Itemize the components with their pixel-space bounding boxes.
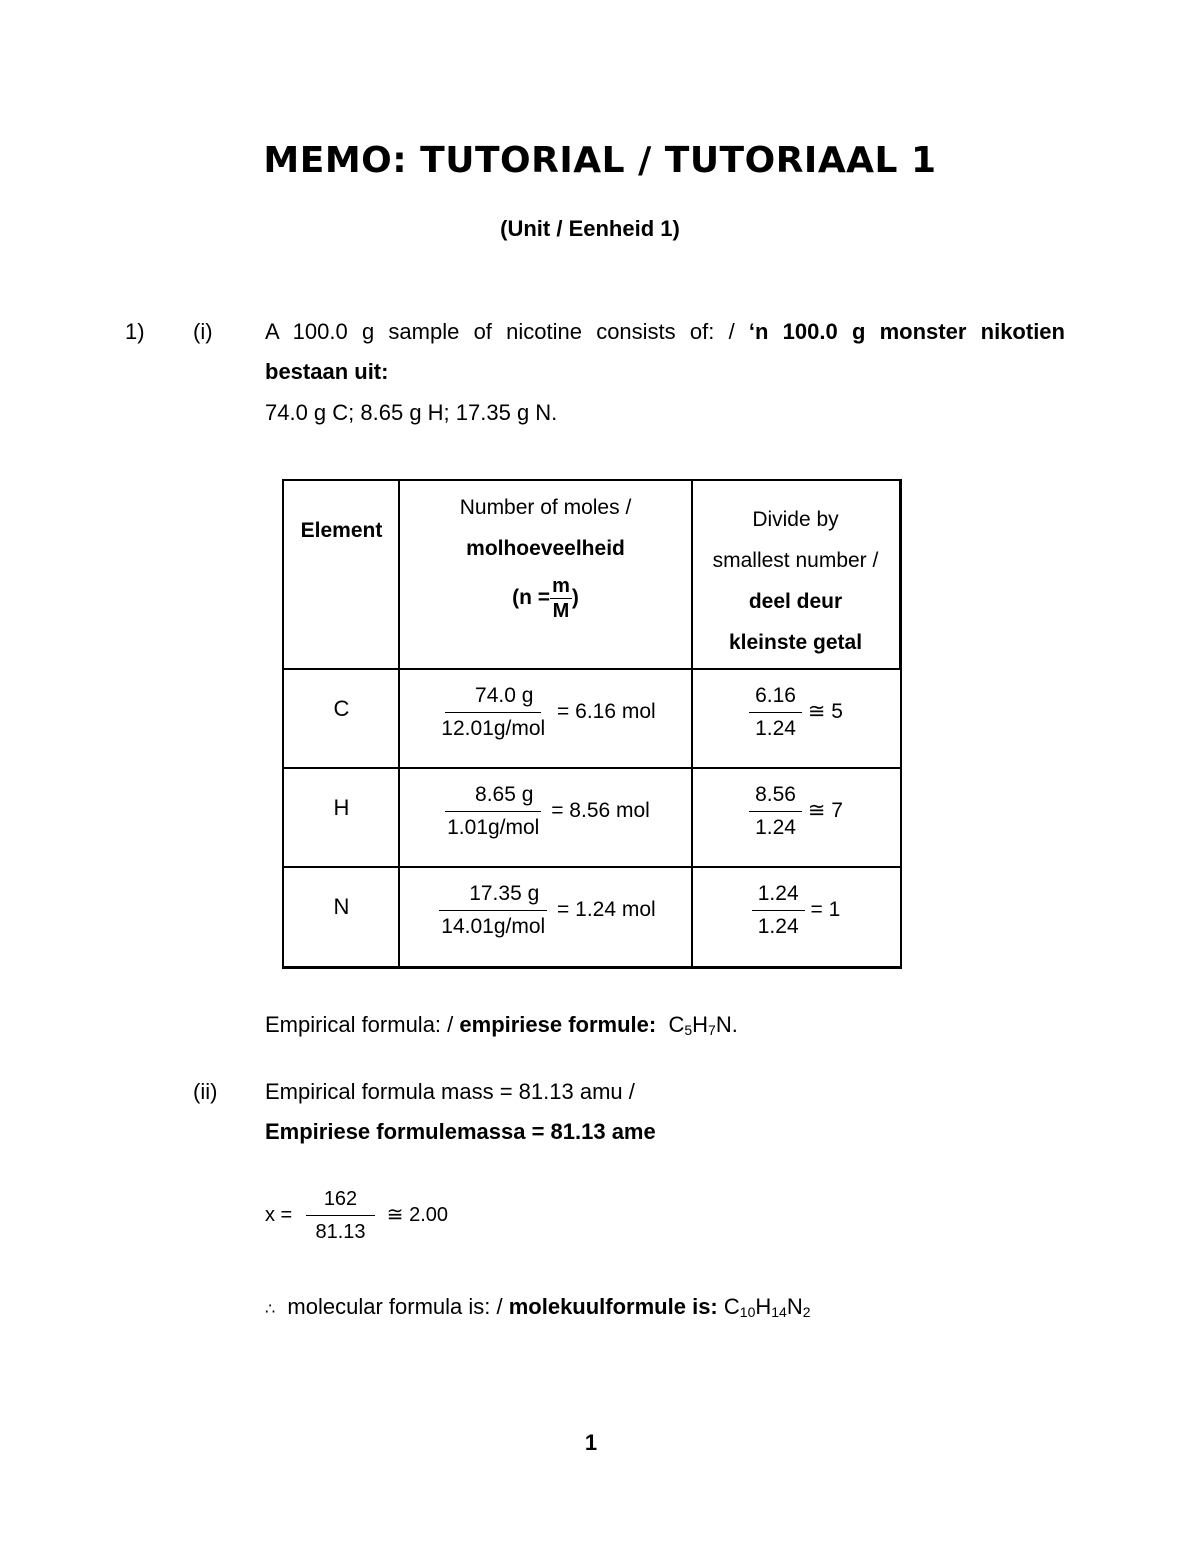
moles-result: = 6.16 mol (557, 700, 656, 724)
header-divide-cell (691, 479, 902, 670)
header-moles-af: molhoeveelheid (466, 537, 625, 560)
therefore-symbol: ∴ (265, 1301, 276, 1318)
formula-numerator: m (552, 575, 570, 597)
mass: 74.0 g (445, 682, 541, 713)
mass: 8.65 g (445, 781, 541, 812)
divide-numerator: 1.24 (752, 880, 805, 911)
header-divide-af-2: kleinste getal (728, 631, 863, 654)
row-h-moles-cell (398, 767, 693, 868)
row-h-divide-cell (691, 767, 902, 868)
x-prefix: x = (265, 1203, 293, 1226)
molecular-formula-line (265, 1287, 811, 1332)
question-number: 1) (125, 319, 145, 344)
composition: 74.0 g C; 8.65 g H; 17.35 g N. (265, 400, 558, 425)
header-element: Element (300, 519, 383, 542)
row-n-moles-cell (398, 866, 693, 969)
moles-result: = 8.56 mol (551, 799, 650, 823)
empirical-label-en: Empirical formula: / (265, 1012, 460, 1037)
row-moles-calc (399, 682, 692, 743)
x-calculation (265, 1185, 448, 1246)
ratio: = 1 (810, 898, 841, 922)
empirical-formula-line (265, 1005, 738, 1050)
divide-denominator: 1.24 (757, 915, 799, 938)
row-element: N (333, 894, 350, 919)
x-denominator: 81.13 (315, 1221, 366, 1243)
row-c-element-cell (282, 668, 400, 769)
part-ii-label: (ii) (193, 1079, 218, 1104)
intro-afrikaans-line2: bestaan uit: (265, 359, 389, 384)
mass: 17.35 g (439, 880, 547, 911)
molar-mass: 12.01g/mol (441, 717, 546, 740)
molecular-label-en: molecular formula is: / (287, 1294, 509, 1319)
molar-mass: 1.01g/mol (447, 816, 540, 839)
row-element: H (333, 795, 350, 820)
header-formula (399, 575, 692, 622)
ratio: ≅ 5 (807, 700, 843, 724)
molar-mass: 14.01g/mol (441, 915, 546, 938)
row-moles-calc (399, 880, 692, 941)
question-intro (265, 312, 1065, 352)
divide-numerator: 8.56 (749, 781, 802, 812)
header-moles-en: Number of moles / (459, 496, 632, 519)
formula-suffix: ) (571, 586, 579, 610)
empirical-formula: $C_5H_7N$. (668, 1012, 738, 1038)
page-number: 1 (584, 1430, 598, 1455)
page-subtitle: (Unit / Eenheid 1) (500, 216, 680, 241)
intro-afrikaans-cont (265, 352, 388, 392)
empirical-label-af: empiriese formule: (459, 1012, 657, 1037)
row-n-element-cell (282, 866, 400, 969)
intro-afrikaans: ‘n 100.0 g monster nikotien (748, 319, 1065, 344)
header-divide-en-2: smallest number / (712, 549, 879, 572)
row-moles-calc (399, 781, 692, 842)
molecular-label-af: molekuulformule is: (508, 1294, 718, 1319)
row-divide-calc (692, 682, 900, 743)
x-numerator: 162 (306, 1185, 375, 1216)
molecular-formula: $C_{10}H_{14}N_2$ (723, 1294, 811, 1320)
row-n-divide-cell (691, 866, 902, 969)
part-i-label: (i) (193, 319, 213, 344)
ratio: ≅ 7 (807, 799, 843, 823)
header-divide-en-1: Divide by (752, 508, 839, 531)
formula-mass-af: Empiriese formulemassa = 81.13 ame (265, 1119, 656, 1144)
header-element-cell (282, 479, 400, 670)
row-element: C (333, 696, 350, 721)
formula-denominator: M (552, 600, 570, 622)
row-c-divide-cell (691, 668, 902, 769)
intro-english: A 100.0 g sample of nicotine consists of: / (265, 319, 749, 344)
formula-mass-en: Empirical formula mass = 81.13 amu / (265, 1079, 635, 1104)
divide-denominator: 1.24 (755, 717, 796, 740)
formula-prefix: (n = (512, 586, 551, 610)
row-c-moles-cell (398, 668, 693, 769)
divide-numerator: 6.16 (749, 682, 802, 713)
row-h-element-cell (282, 767, 400, 868)
moles-result: = 1.24 mol (557, 898, 656, 922)
x-result: ≅ 2.00 (386, 1203, 448, 1226)
divide-denominator: 1.24 (755, 816, 796, 839)
row-divide-calc (692, 781, 900, 842)
page-title: MEMO: TUTORIAL / TUTORIAAL 1 (263, 140, 937, 181)
mole-ratio-table (282, 479, 902, 969)
header-moles-cell (398, 479, 693, 670)
row-divide-calc (692, 880, 900, 941)
header-divide-af-1: deel deur (748, 590, 843, 613)
